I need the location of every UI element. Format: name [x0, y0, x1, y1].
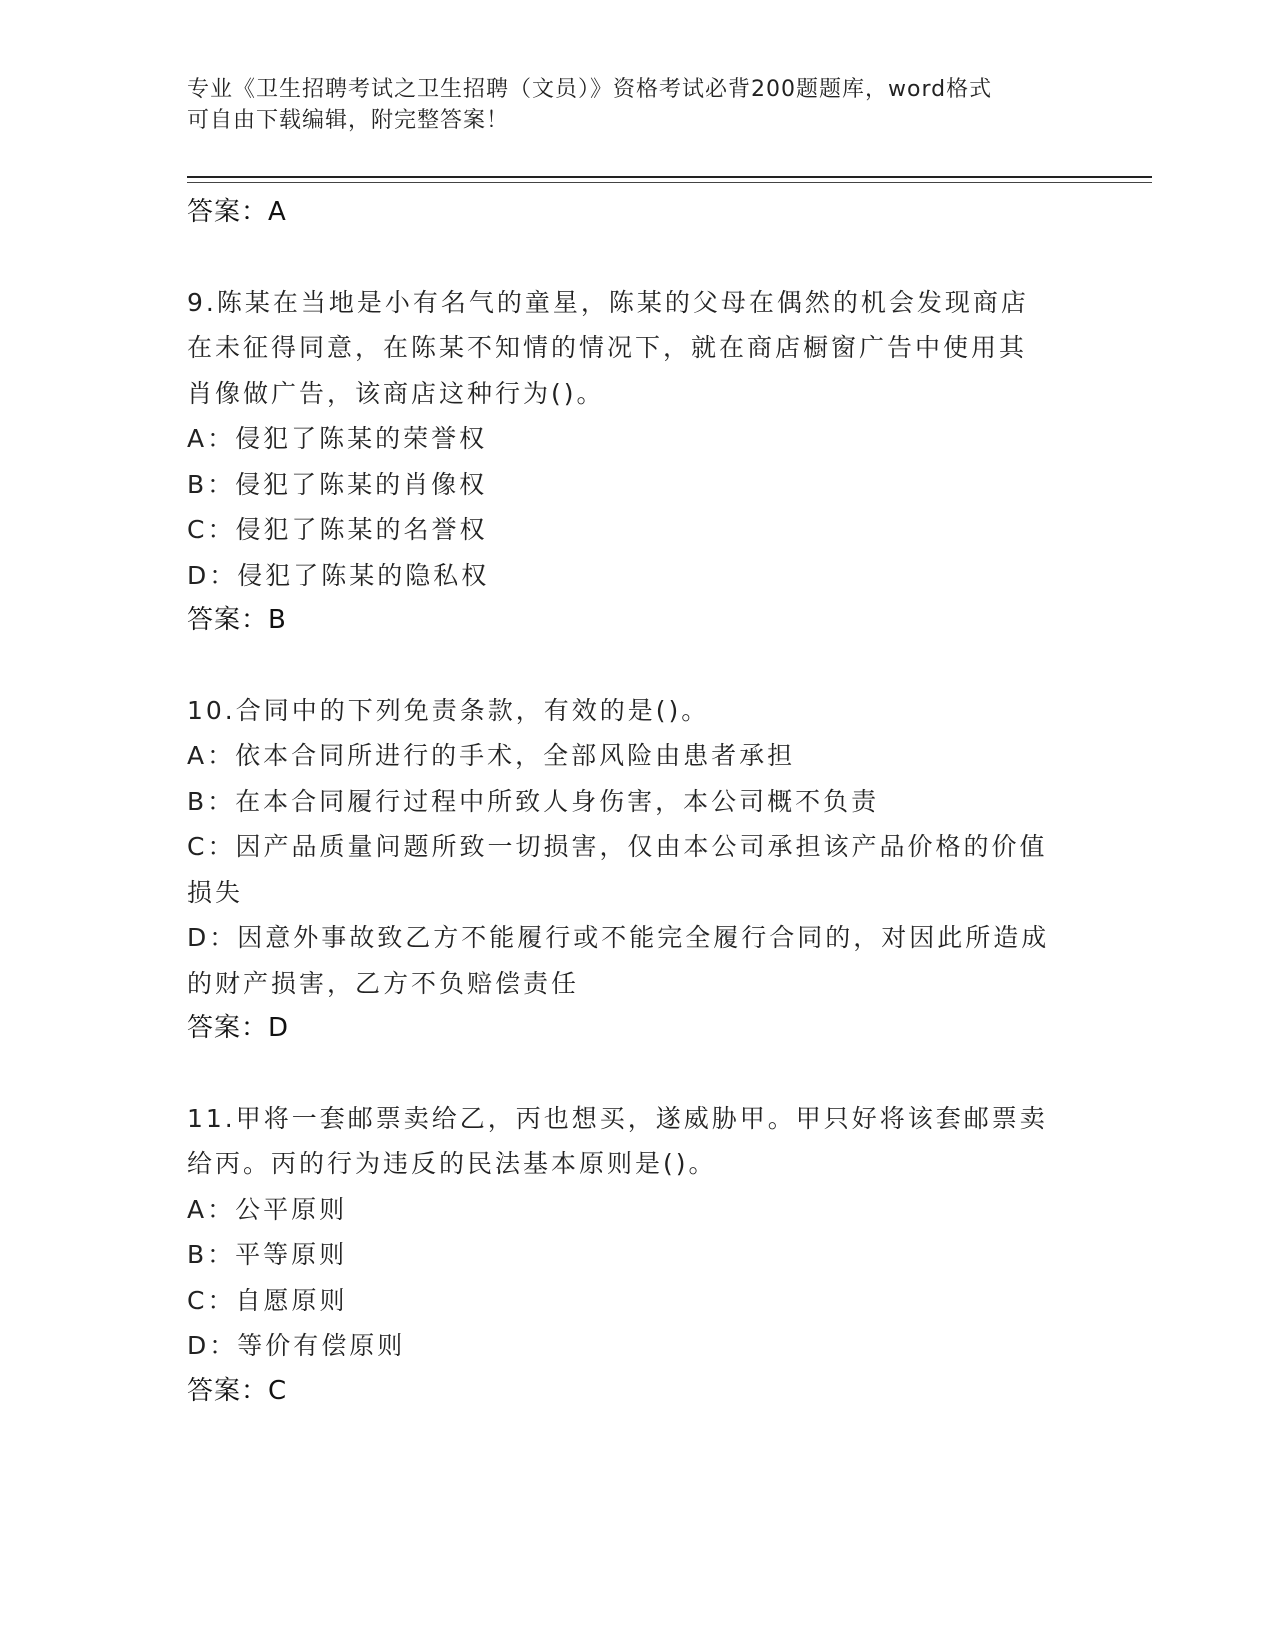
question-stem-line: 9.陈某在当地是小有名气的童星，陈某的父母在偶然的机会发现商店 [187, 287, 1029, 317]
answer: 答案：C [187, 1375, 288, 1406]
option-d: D：等价有偿原则 [187, 1331, 406, 1360]
question-stem-line: 10.合同中的下列免责条款，有效的是()。 [187, 695, 710, 725]
option-c: C：自愿原则 [187, 1285, 348, 1315]
header-rule-thin [187, 182, 1152, 183]
option-d: D：侵犯了陈某的隐私权 [187, 560, 490, 590]
option-c: C：侵犯了陈某的名誉权 [187, 515, 488, 544]
option-d: D：因意外事故致乙方不能履行或不能完全履行合同的，对因此所造成 [187, 923, 1050, 952]
answer: 答案：B [187, 605, 287, 635]
answer: 答案：D [187, 1013, 290, 1043]
header-line-2: 可自由下载编辑，附完整答案！ [187, 108, 510, 133]
question-content [187, 190, 1067, 1414]
option-b: B：侵犯了陈某的肖像权 [187, 469, 488, 499]
question-stem-line: 11.甲将一套邮票卖给乙，丙也想买，遂威胁甲。甲只好将该套邮票卖 [187, 1103, 1048, 1133]
header-line-1: 专业《卫生招聘考试之卫生招聘（文员）》资格考试必背200题题库，word格式 [187, 77, 993, 102]
question-block [187, 688, 1067, 1052]
option-b: B：平等原则 [187, 1240, 348, 1269]
page-header [187, 74, 1067, 136]
previous-answer: 答案：A [187, 197, 287, 227]
option-c: C：因产品质量问题所致一切损害，仅由本公司承担该产品价格的价值 [187, 832, 1048, 861]
option-d-continued: 的财产损害，乙方不负赔偿责任 [187, 968, 580, 998]
question-stem-line: 在未征得同意，在陈某不知情的情况下，就在商店橱窗广告中使用其 [187, 333, 1028, 362]
header-rule-thick [187, 176, 1152, 178]
question-block [187, 1096, 1067, 1415]
question-stem-line: 肖像做广告，该商店这种行为()。 [187, 378, 605, 408]
option-a: A：依本合同所进行的手术，全部风险由患者承担 [187, 741, 796, 770]
option-a: A：公平原则 [187, 1194, 348, 1224]
question-stem-line: 给丙。丙的行为违反的民法基本原则是()。 [187, 1149, 717, 1178]
option-b: B：在本合同履行过程中所致人身伤害，本公司概不负责 [187, 786, 880, 816]
section-gap [187, 644, 1067, 688]
section-gap [187, 1052, 1067, 1096]
section-gap [187, 236, 1067, 280]
option-c-continued: 损失 [187, 877, 244, 907]
question-block [187, 280, 1067, 644]
option-a: A：侵犯了陈某的荣誉权 [187, 424, 488, 453]
